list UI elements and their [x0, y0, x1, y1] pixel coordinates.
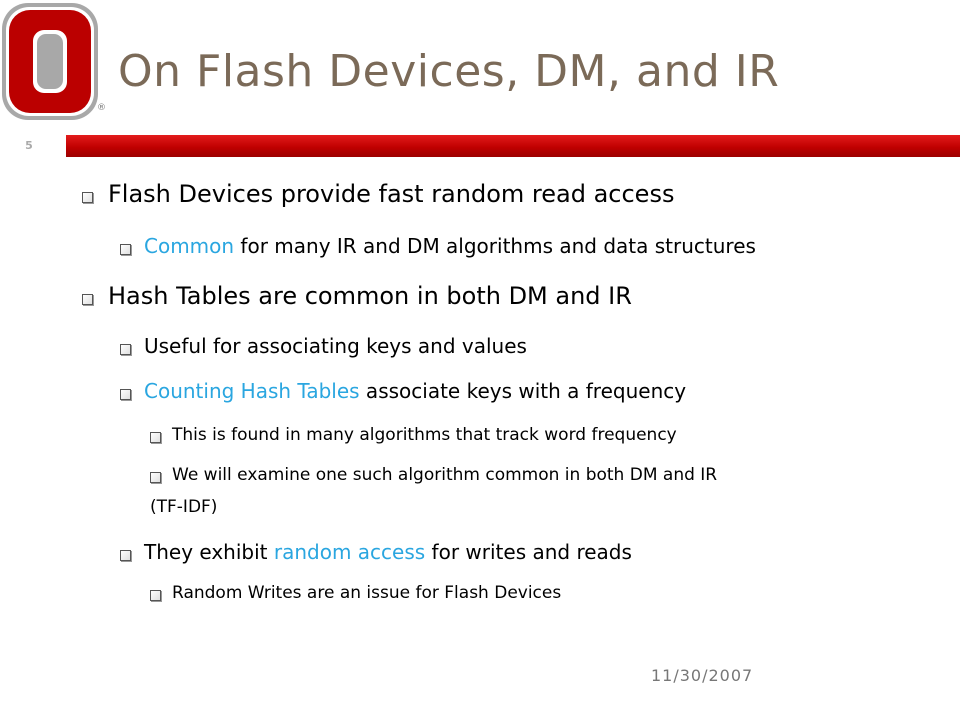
checkbox-bullet-icon [120, 550, 131, 561]
slide-date: 11/30/2007 [651, 666, 754, 685]
checkbox-bullet-icon [150, 472, 161, 483]
bullet-hash-tables: Hash Tables are common in both DM and IR [108, 282, 632, 310]
bullet-word-frequency: This is found in many algorithms that track word frequency [172, 425, 677, 445]
checkbox-bullet-icon [120, 344, 131, 355]
slide-number: 5 [4, 135, 54, 157]
highlight-counting-hash-tables: Counting Hash Tables [144, 379, 360, 403]
logo-trademark: ® [97, 103, 106, 113]
bullet-useful: Useful for associating keys and values [144, 334, 527, 358]
bullet-flash-devices: Flash Devices provide fast random read access [108, 180, 674, 208]
checkbox-bullet-icon [120, 389, 131, 400]
bullet-counting-hash-tables: Counting Hash Tables associate keys with a frequency [144, 379, 686, 403]
checkbox-bullet-icon [120, 244, 131, 255]
bullet-random-access: They exhibit random access for writes and reads [144, 540, 632, 564]
highlight-random-access: random access [273, 540, 426, 564]
checkbox-bullet-icon [82, 294, 93, 305]
checkbox-bullet-icon [150, 432, 161, 443]
checkbox-bullet-icon [82, 192, 93, 203]
highlight-common: Common [144, 234, 235, 258]
bullet-tf-idf: We will examine one such algorithm common in both DM and IR [172, 465, 717, 485]
bullet-common: Common for many IR and DM algorithms and data structures [144, 234, 756, 258]
bullet-random-writes: Random Writes are an issue for Flash Devices [172, 583, 561, 603]
slide-title: On Flash Devices, DM, and IR [118, 46, 780, 97]
checkbox-bullet-icon [150, 590, 161, 601]
bullet-tf-idf-continued: (TF-IDF) [150, 497, 218, 517]
